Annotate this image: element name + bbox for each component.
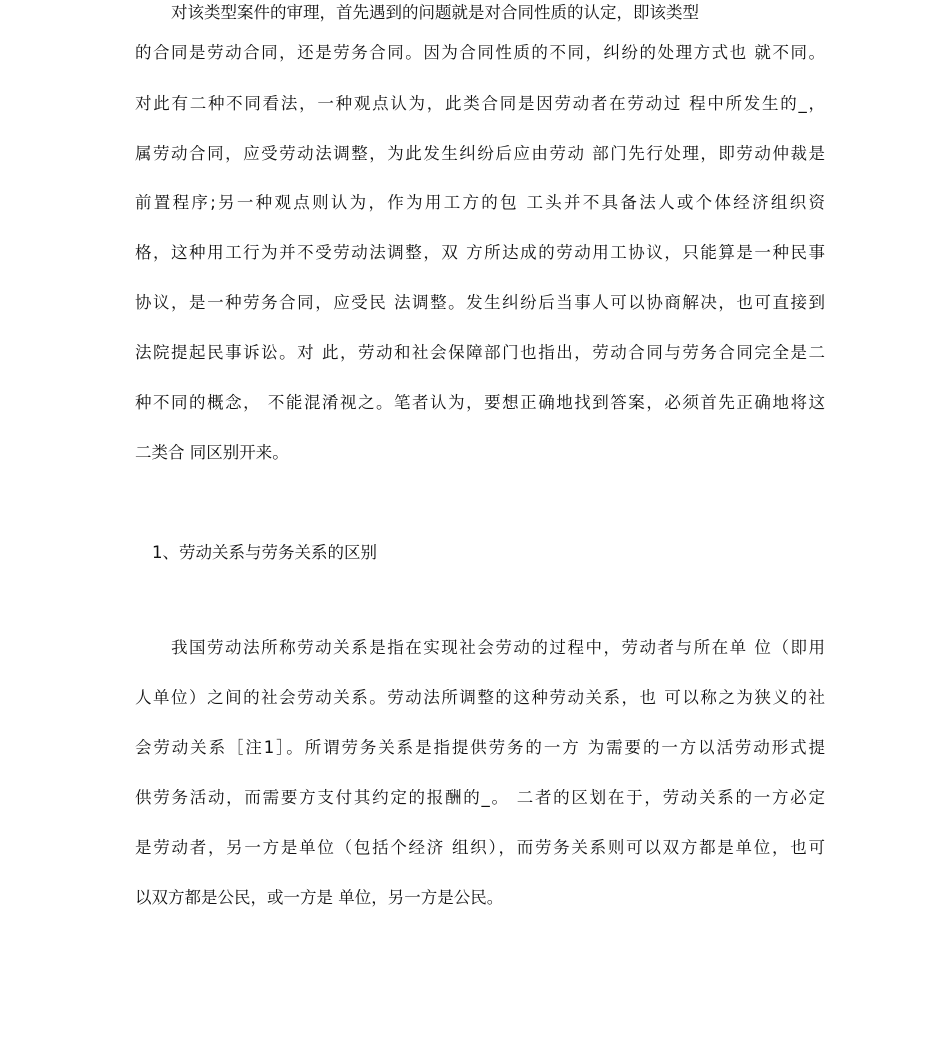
paragraph-2-line-1: 我国劳动法所称劳动关系是指在实现社会劳动的过程中，劳动者与所在单 位（即用	[171, 638, 825, 657]
paragraph-1-line-8: 法院提起民事诉讼。对 此，劳动和社会保障部门也指出，劳动合同与劳务合同完全是二	[135, 343, 825, 362]
paragraph-1-line-9: 种不同的概念， 不能混淆视之。笔者认为，要想正确地找到答案，必须首先正确地将这	[135, 393, 825, 412]
paragraph-1-line-4: 属劳动合同，应受劳动法调整，为此发生纠纷后应由劳动 部门先行处理，即劳动仲裁是	[135, 144, 825, 163]
paragraph-1-line-5: 前置程序;另一种观点则认为，作为用工方的包 工头并不具备法人或个体经济组织资	[135, 193, 825, 212]
paragraph-2-line-2: 人单位）之间的社会劳动关系。劳动法所调整的这种劳动关系，也 可以称之为狭义的社	[135, 688, 825, 707]
paragraph-2-line-6: 以双方都是公民，或一方是 单位，另一方是公民。	[135, 888, 504, 907]
paragraph-1-line-1: 对该类型案件的审理，首先遇到的问题就是对合同性质的认定，即该类型	[171, 3, 699, 22]
paragraph-1-line-2: 的合同是劳动合同，还是劳务合同。因为合同性质的不同，纠纷的处理方式也 就不同。	[135, 43, 825, 62]
paragraph-2-line-5: 是劳动者，另一方是单位（包括个经济 组织），而劳务关系则可以双方都是单位，也可	[135, 838, 825, 857]
paragraph-1-line-6: 格，这种用工行为并不受劳动法调整，双 方所达成的劳动用工协议，只能算是一种民事	[135, 243, 825, 262]
paragraph-2-line-3: 会劳动关系［注1］。所谓劳务关系是指提供劳务的一方 为需要的一方以活劳动形式提	[135, 738, 825, 757]
paragraph-2-line-4: 供劳务活动，而需要方支付其约定的报酬的_。 二者的区划在于，劳动关系的一方必定	[135, 788, 825, 807]
paragraph-1-line-3: 对此有二种不同看法，一种观点认为，此类合同是因劳动者在劳动过 程中所发生的_，	[135, 94, 825, 113]
section-heading: 1、劳动关系与劳务关系的区别	[152, 543, 377, 562]
paragraph-1-line-10: 二类合 同区别开来。	[135, 443, 289, 462]
paragraph-1-line-7: 协议，是一种劳务合同，应受民 法调整。发生纠纷后当事人可以协商解决，也可直接到	[135, 293, 825, 312]
